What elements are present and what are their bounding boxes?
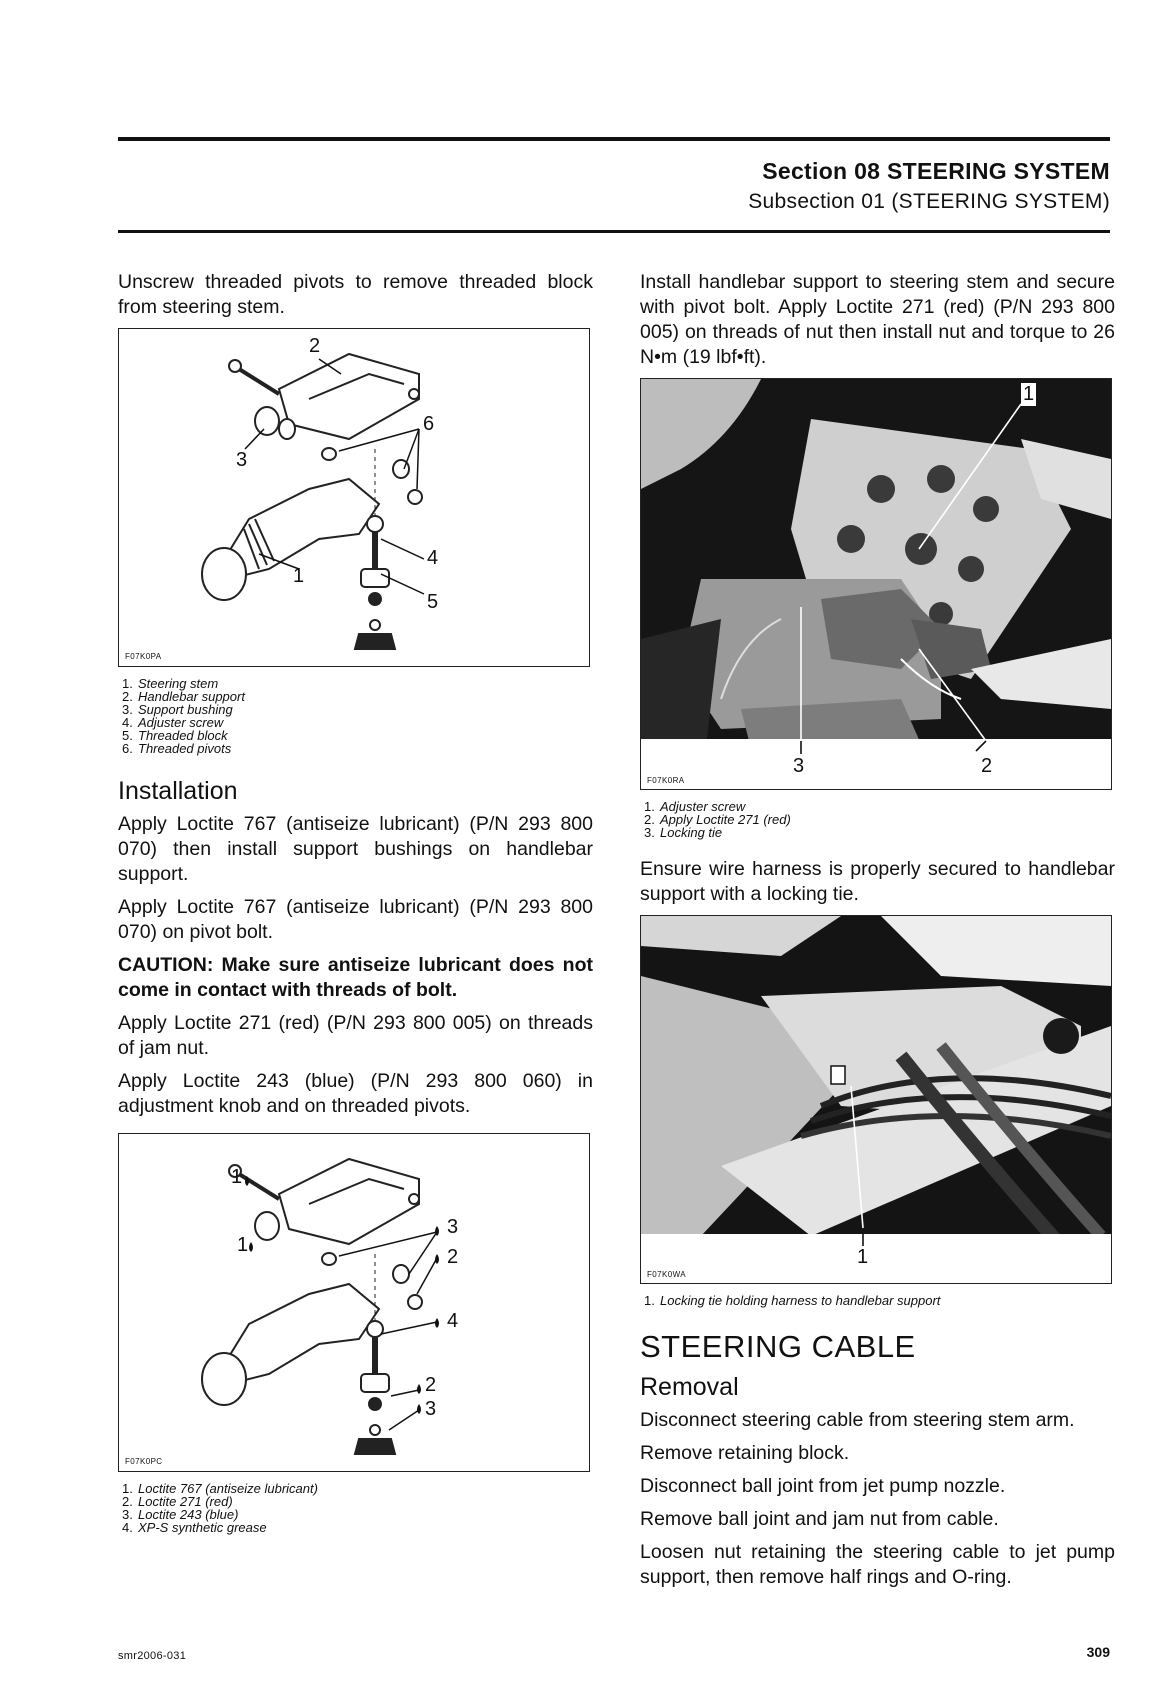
legend-item: 3. Support bushing (122, 702, 233, 717)
legend-item: 4. Adjuster screw (122, 715, 224, 730)
removal-step-1: Disconnect steering cable from steering stem arm. (640, 1409, 1075, 1431)
fig1-legend (118, 677, 593, 755)
steering-exploded-drawing (119, 329, 589, 666)
legend-item: 2. Loctite 271 (red) (122, 1494, 233, 1509)
legend-item: 4. XP-S synthetic grease (122, 1520, 267, 1535)
fig3-legend (640, 800, 1115, 839)
fig1-callout-3: 3 (236, 449, 248, 471)
paragraph-install-handlebar: Install handlebar support to steering stem and secure with pivot bolt. Apply Loctite 271 (red) (P/N 293 800 005) on threads of nut then install nut and torque to 26 N•m (19 lbf•ft). (640, 271, 1115, 368)
fig1-callout-2: 2 (309, 335, 321, 357)
fig2-callout-2a: 2 (447, 1246, 459, 1268)
locking-tie-photo-drawing (641, 916, 1111, 1283)
caution-note (118, 953, 593, 1003)
fig3-callout-3: 3 (793, 755, 805, 777)
fig3-callout-1: 1 (1023, 383, 1035, 405)
legend-item: 1. Loctite 767 (antiseize lubricant) (122, 1481, 318, 1496)
left-column (118, 270, 593, 1544)
fig4-legend (640, 1294, 1115, 1307)
legend-item: 1. Adjuster screw (644, 799, 746, 814)
fig1-code: F07K0PA (125, 652, 162, 661)
paragraph-install-3: Apply Loctite 271 (red) (P/N 293 800 005) on threads of jam nut. (118, 1012, 593, 1059)
fig2-callout-2b: 2 (425, 1374, 437, 1396)
figure-steering-exploded (118, 328, 590, 667)
photo-locking-tie (640, 915, 1112, 1284)
paragraph-install-1: Apply Loctite 767 (antiseize lubricant) (P/N 293 800 070) then install support bushings on handlebar support. (118, 813, 593, 885)
removal-heading: Removal (640, 1373, 739, 1401)
removal-step-2: Remove retaining block. (640, 1442, 850, 1464)
removal-step-3: Disconnect ball joint from jet pump nozzle. (640, 1475, 1006, 1497)
paragraph-unscrew: Unscrew threaded pivots to remove threaded block from steering stem. (118, 271, 593, 318)
header-rule-bottom (118, 230, 1110, 233)
fig2-legend (118, 1482, 593, 1534)
removal-step-5: Loosen nut retaining the steering cable to jet pump support, then remove half rings and O-ring. (640, 1541, 1115, 1588)
document-id: smr2006-031 (118, 1650, 187, 1662)
legend-item: 2. Handlebar support (122, 689, 245, 704)
fig1-callout-6: 6 (423, 413, 435, 435)
legend-item: 3. Locking tie (644, 825, 723, 840)
fig2-callout-4: 4 (447, 1310, 459, 1332)
fig3-callout-2: 2 (981, 755, 993, 777)
fig2-callout-1b: 1 (237, 1234, 249, 1256)
fig4-callout-1: 1 (857, 1246, 869, 1268)
paragraph-install-2: Apply Loctite 767 (antiseize lubricant) (P/N 293 800 070) on pivot bolt. (118, 896, 593, 943)
subsection-title: Subsection 01 (STEERING SYSTEM) (748, 190, 1110, 213)
installation-heading: Installation (118, 777, 238, 805)
page-number: 309 (1086, 1644, 1110, 1660)
section-title: Section 08 STEERING SYSTEM (762, 158, 1110, 184)
lubrication-drawing (119, 1134, 589, 1471)
legend-item: 1. Locking tie holding harness to handlebar support (644, 1293, 941, 1308)
paragraph-install-4: Apply Loctite 243 (blue) (P/N 293 800 060) in adjustment knob and on threaded pivots. (118, 1070, 593, 1117)
fig2-code: F07K0PC (125, 1457, 163, 1466)
legend-item: 3. Loctite 243 (blue) (122, 1507, 239, 1522)
fig1-callout-5: 5 (427, 591, 439, 613)
fig1-callout-4: 4 (427, 547, 439, 569)
fig4-code: F07K0WA (647, 1270, 686, 1279)
fig2-callout-1a: 1 (231, 1166, 243, 1188)
paragraph-harness: Ensure wire harness is properly secured to handlebar support with a locking tie. (640, 858, 1115, 905)
legend-item: 1. Steering stem (122, 676, 219, 691)
fig1-callout-1: 1 (293, 565, 305, 587)
fig2-callout-3b: 3 (425, 1398, 437, 1420)
right-column (640, 270, 1115, 1598)
adjuster-photo-drawing (641, 379, 1111, 789)
photo-adjuster-screw (640, 378, 1112, 790)
caution-label: CAUTION: (118, 954, 214, 976)
fig2-callout-3a: 3 (447, 1216, 459, 1238)
figure-lubrication-points (118, 1133, 590, 1472)
legend-item: 2. Apply Loctite 271 (red) (644, 812, 791, 827)
caution-text: Make sure antiseize lubricant does not come in contact with threads of bolt. (118, 954, 593, 1001)
fig3-code: F07K0RA (647, 776, 685, 785)
legend-item: 5. Threaded block (122, 728, 228, 743)
steering-cable-heading: STEERING CABLE (640, 1329, 916, 1364)
legend-item: 6. Threaded pivots (122, 741, 232, 756)
header-rule-top (118, 137, 1110, 141)
removal-step-4: Remove ball joint and jam nut from cable. (640, 1508, 999, 1530)
